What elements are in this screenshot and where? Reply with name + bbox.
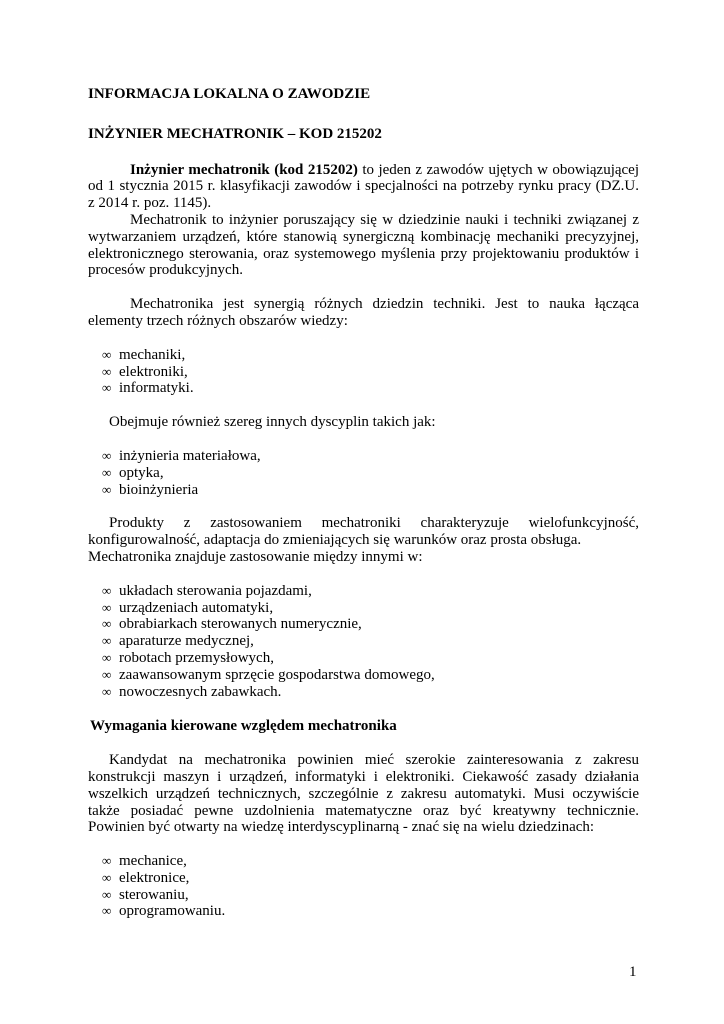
applications-intro: Mechatronika znajduje zastosowanie między innymi w: [88, 548, 423, 565]
list-item-text: oprogramowaniu. [119, 903, 226, 920]
infinity-bullet-icon: ∞ [102, 599, 112, 615]
fields-list [88, 853, 639, 920]
infinity-bullet-icon: ∞ [102, 886, 112, 902]
list-item-text: inżynieria materiałowa, [119, 447, 261, 464]
list-item [88, 650, 639, 667]
other-disciplines-list [88, 448, 639, 498]
list-item [88, 482, 639, 499]
infinity-bullet-icon: ∞ [102, 853, 112, 869]
list-item [88, 380, 639, 397]
infinity-bullet-icon: ∞ [102, 464, 112, 480]
list-item [88, 583, 639, 600]
list-item [88, 448, 639, 465]
list-item-text: informatyki. [119, 380, 194, 397]
list-item [88, 853, 639, 870]
list-item-text: nowoczesnych zabawkach. [119, 683, 282, 700]
infinity-bullet-icon: ∞ [102, 683, 112, 699]
infinity-bullet-icon: ∞ [102, 633, 112, 649]
infinity-bullet-icon: ∞ [102, 903, 112, 919]
page-number: 1 [629, 964, 637, 980]
list-item-text: elektroniki, [119, 363, 188, 380]
applications-list [88, 583, 639, 701]
document-title: INFORMACJA LOKALNA O ZAWODZIE [88, 86, 371, 102]
document-body [88, 86, 639, 920]
list-item [88, 870, 639, 887]
list-item-text: elektronice, [119, 869, 190, 886]
infinity-bullet-icon: ∞ [102, 869, 112, 885]
other-disciplines-paragraph: Obejmuje również szereg innych dyscyplin takich jak: [109, 414, 436, 431]
candidate-paragraph: Kandydat na mechatronika powinien mieć szerokie zainteresowania z zakresu konstrukcji maszyn i urządzeń, informatyki i elektroniki. Ciekawość zasady działania wszelkich urządzeń technicznych, szczególnie z zakresu automatyki. Musi oczywiście także posiadać pewne uzdolnienia matematyczne oraz być kreatywny technicznie. Powinien być otwarty na wiedzę interdyscyplinarną - znać się na wielu dziedzinach: [88, 752, 639, 836]
infinity-bullet-icon: ∞ [102, 649, 112, 665]
list-item-text: obrabiarkach sterowanych numerycznie, [119, 616, 362, 633]
infinity-bullet-icon: ∞ [102, 582, 112, 598]
list-item-text: sterowaniu, [119, 886, 189, 903]
list-item [88, 616, 639, 633]
infinity-bullet-icon: ∞ [102, 666, 112, 682]
list-item [88, 465, 639, 482]
list-item [88, 347, 639, 364]
infinity-bullet-icon: ∞ [102, 447, 112, 463]
requirements-heading: Wymagania kierowane względem mechatronika [90, 718, 397, 735]
list-item-text: optyka, [119, 464, 164, 481]
list-item-text: aparaturze medycznej, [119, 633, 254, 650]
list-item [88, 633, 639, 650]
definition-paragraph: Mechatronik to inżynier poruszający się w dziedzinie nauki i techniki związanej z wytwarzaniem urządzeń, które stanowią synergiczną kombinację mechaniki precyzyjnej, elektronicznego sterowania, oraz systemowego myślenia przy projektowaniu produktów i procesów produkcyjnych. [88, 211, 639, 279]
infinity-bullet-icon: ∞ [102, 616, 112, 632]
list-item-text: robotach przemysłowych, [119, 649, 274, 666]
list-item [88, 364, 639, 381]
list-item [88, 887, 639, 904]
infinity-bullet-icon: ∞ [102, 380, 112, 396]
intro-rest: to jeden z zawodów ujętych w obowiązującej od 1 stycznia 2015 r. klasyfikacji zawodów i specjalności na potrzeby rynku pracy (DZ.U. z 2014 r. poz. 1145). [88, 161, 640, 212]
list-item [88, 903, 639, 920]
list-item-text: układach sterowania pojazdami, [119, 582, 312, 599]
list-item-text: zaawansowanym sprzęcie gospodarstwa domowego, [119, 666, 435, 683]
infinity-bullet-icon: ∞ [102, 481, 112, 497]
list-item-text: urządzeniach automatyki, [119, 599, 274, 616]
document-subtitle: INŻYNIER MECHATRONIK – KOD 215202 [88, 125, 382, 142]
infinity-bullet-icon: ∞ [102, 363, 112, 379]
list-item [88, 684, 639, 701]
list-item-text: mechaniki, [119, 346, 186, 363]
list-item-text: mechanice, [119, 853, 187, 870]
list-item-text: bioinżynieria [119, 481, 199, 498]
infinity-bullet-icon: ∞ [102, 346, 112, 362]
intro-bold-lead: Inżynier mechatronik (kod 215202) [130, 161, 358, 178]
list-item [88, 600, 639, 617]
areas-list [88, 347, 639, 397]
intro-paragraph [88, 162, 639, 212]
list-item [88, 667, 639, 684]
synergy-paragraph: Mechatronika jest synergią różnych dziedzin techniki. Jest to nauka łącząca elementy trzech różnych obszarów wiedzy: [88, 296, 639, 329]
products-paragraph: Produkty z zastosowaniem mechatroniki charakteryzuje wielofunkcyjność, konfigurowalność, adaptacja do zmieniających się warunków oraz prosta obsługa. [88, 515, 639, 549]
